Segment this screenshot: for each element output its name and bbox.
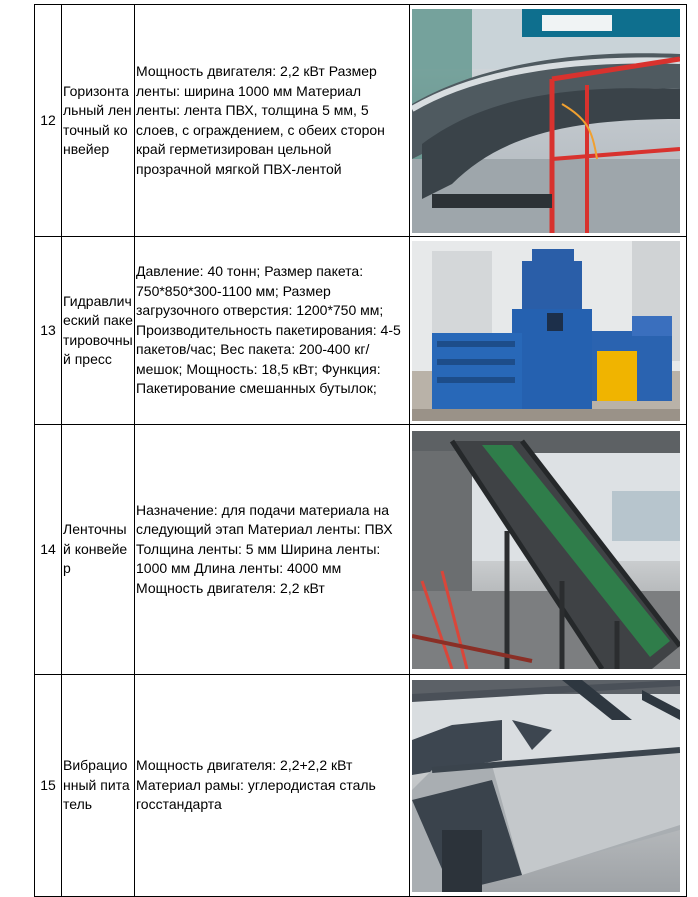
equipment-photo-cell <box>410 5 687 237</box>
equipment-description: Давление: 40 тонн; Размер пакета: 750*850*300-1100 мм; Размер загрузочного отверстия: 1200*750 мм; Производительность пакетирования: 4-5 пакетов/час; Вес пакета: 200-400 кг/мешок; Мощность: 18,5 кВт; Функция: Пакетирование смешанных бутылок; <box>135 237 410 425</box>
row-number: 14 <box>35 425 62 675</box>
equipment-photo-cell <box>410 237 687 425</box>
vibrating-feeder-photo <box>412 680 680 892</box>
equipment-name: Ленточный конвейер <box>62 425 135 675</box>
baling-press-photo <box>412 241 680 421</box>
equipment-description: Мощность двигателя: 2,2 кВт Размер ленты: ширина 1000 мм Материал ленты: лента ПВХ, толщина 5 мм, 5 слоев, с ограждением, с обеих сторон край герметизирован цельной прозрачной мягкой ПВХ-лентой <box>135 5 410 237</box>
row-number: 13 <box>35 237 62 425</box>
table-row <box>35 675 687 897</box>
equipment-name: Вибрационный питатель <box>62 675 135 897</box>
table-row <box>35 5 687 237</box>
equipment-photo-cell <box>410 425 687 675</box>
row-number: 12 <box>35 5 62 237</box>
inclined-conveyor-photo <box>412 431 680 669</box>
horizontal-conveyor-photo <box>412 9 680 233</box>
equipment-spec-table <box>34 4 687 897</box>
equipment-photo-cell <box>410 675 687 897</box>
table-row <box>35 237 687 425</box>
equipment-name: Гидравлический пакетировочный пресс <box>62 237 135 425</box>
equipment-name: Горизонтальный ленточный конвейер <box>62 5 135 237</box>
equipment-description: Мощность двигателя: 2,2+2,2 кВт Материал рамы: углеродистая сталь госстандарта <box>135 675 410 897</box>
row-number: 15 <box>35 675 62 897</box>
table-row <box>35 425 687 675</box>
equipment-description: Назначение: для подачи материала на следующий этап Материал ленты: ПВХ Толщина ленты: 5 мм Ширина ленты: 1000 мм Длина ленты: 4000 мм Мощность двигателя: 2,2 кВт <box>135 425 410 675</box>
